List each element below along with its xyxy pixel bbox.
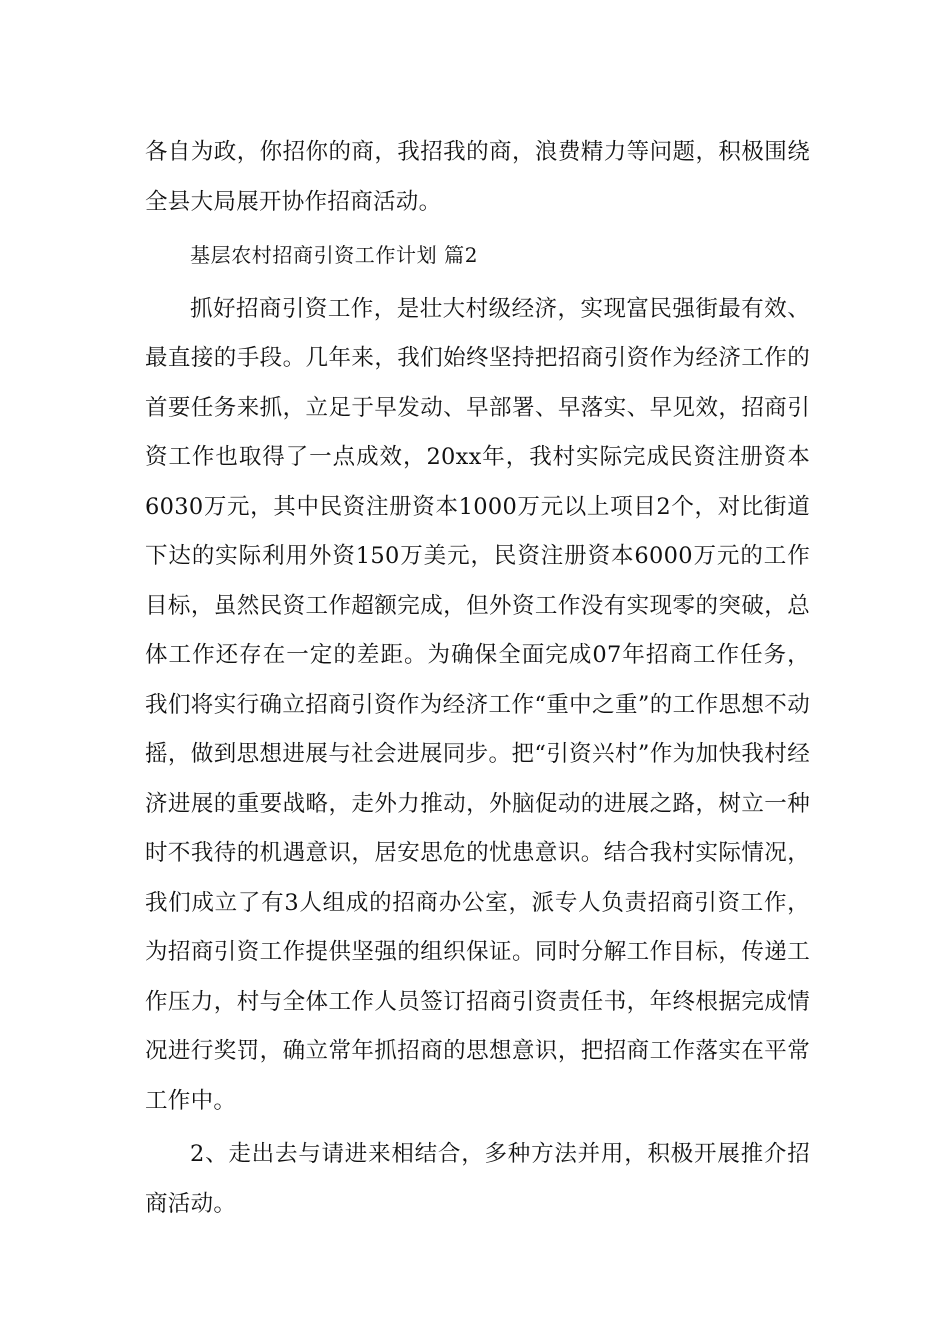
- document-body: [145, 128, 810, 1229]
- paragraph-main: 抓好招商引资工作，是壮大村级经济，实现富民强街最有效、最直接的手段。几年来，我们始终坚持把招商引资作为经济工作的首要任务来抓，立足于早发动、早部署、早落实、早见效，招商引资工作也取得了一点成效，20xx年，我村实际完成民资注册资本6030万元，其中民资注册资本1000万元以上项目2个，对比街道下达的实际利用外资150万美元，民资注册资本6000万元的工作目标，虽然民资工作超额完成，但外资工作没有实现零的突破，总体工作还存在一定的差距。为确保全面完成07年招商工作任务，我们将实行确立招商引资作为经济工作“重中之重”的工作思想不动摇，做到思想进展与社会进展同步。把“引资兴村”作为加快我村经济进展的重要战略，走外力推动，外脑促动的进展之路，树立一种时不我待的机遇意识，居安思危的忧患意识。结合我村实际情况，我们成立了有3人组成的招商办公室，派专人负责招商引资工作，为招商引资工作提供坚强的组织保证。同时分解工作目标，传递工作压力，村与全体工作人员签订招商引资责任书，年终根据完成情况进行奖罚，确立常年抓招商的思想意识，把招商工作落实在平常工作中。: [145, 295, 810, 1114]
- paragraph-item-2: 2、走出去与请进来相结合，多种方法并用，积极开展推介招商活动。: [145, 1141, 810, 1217]
- section-heading: 基层农村招商引资工作计划 篇2: [190, 243, 479, 267]
- paragraph-continuation: 各自为政，你招你的商，我招我的商，浪费精力等问题，积极围绕全县大局展开协作招商活动。: [145, 139, 810, 215]
